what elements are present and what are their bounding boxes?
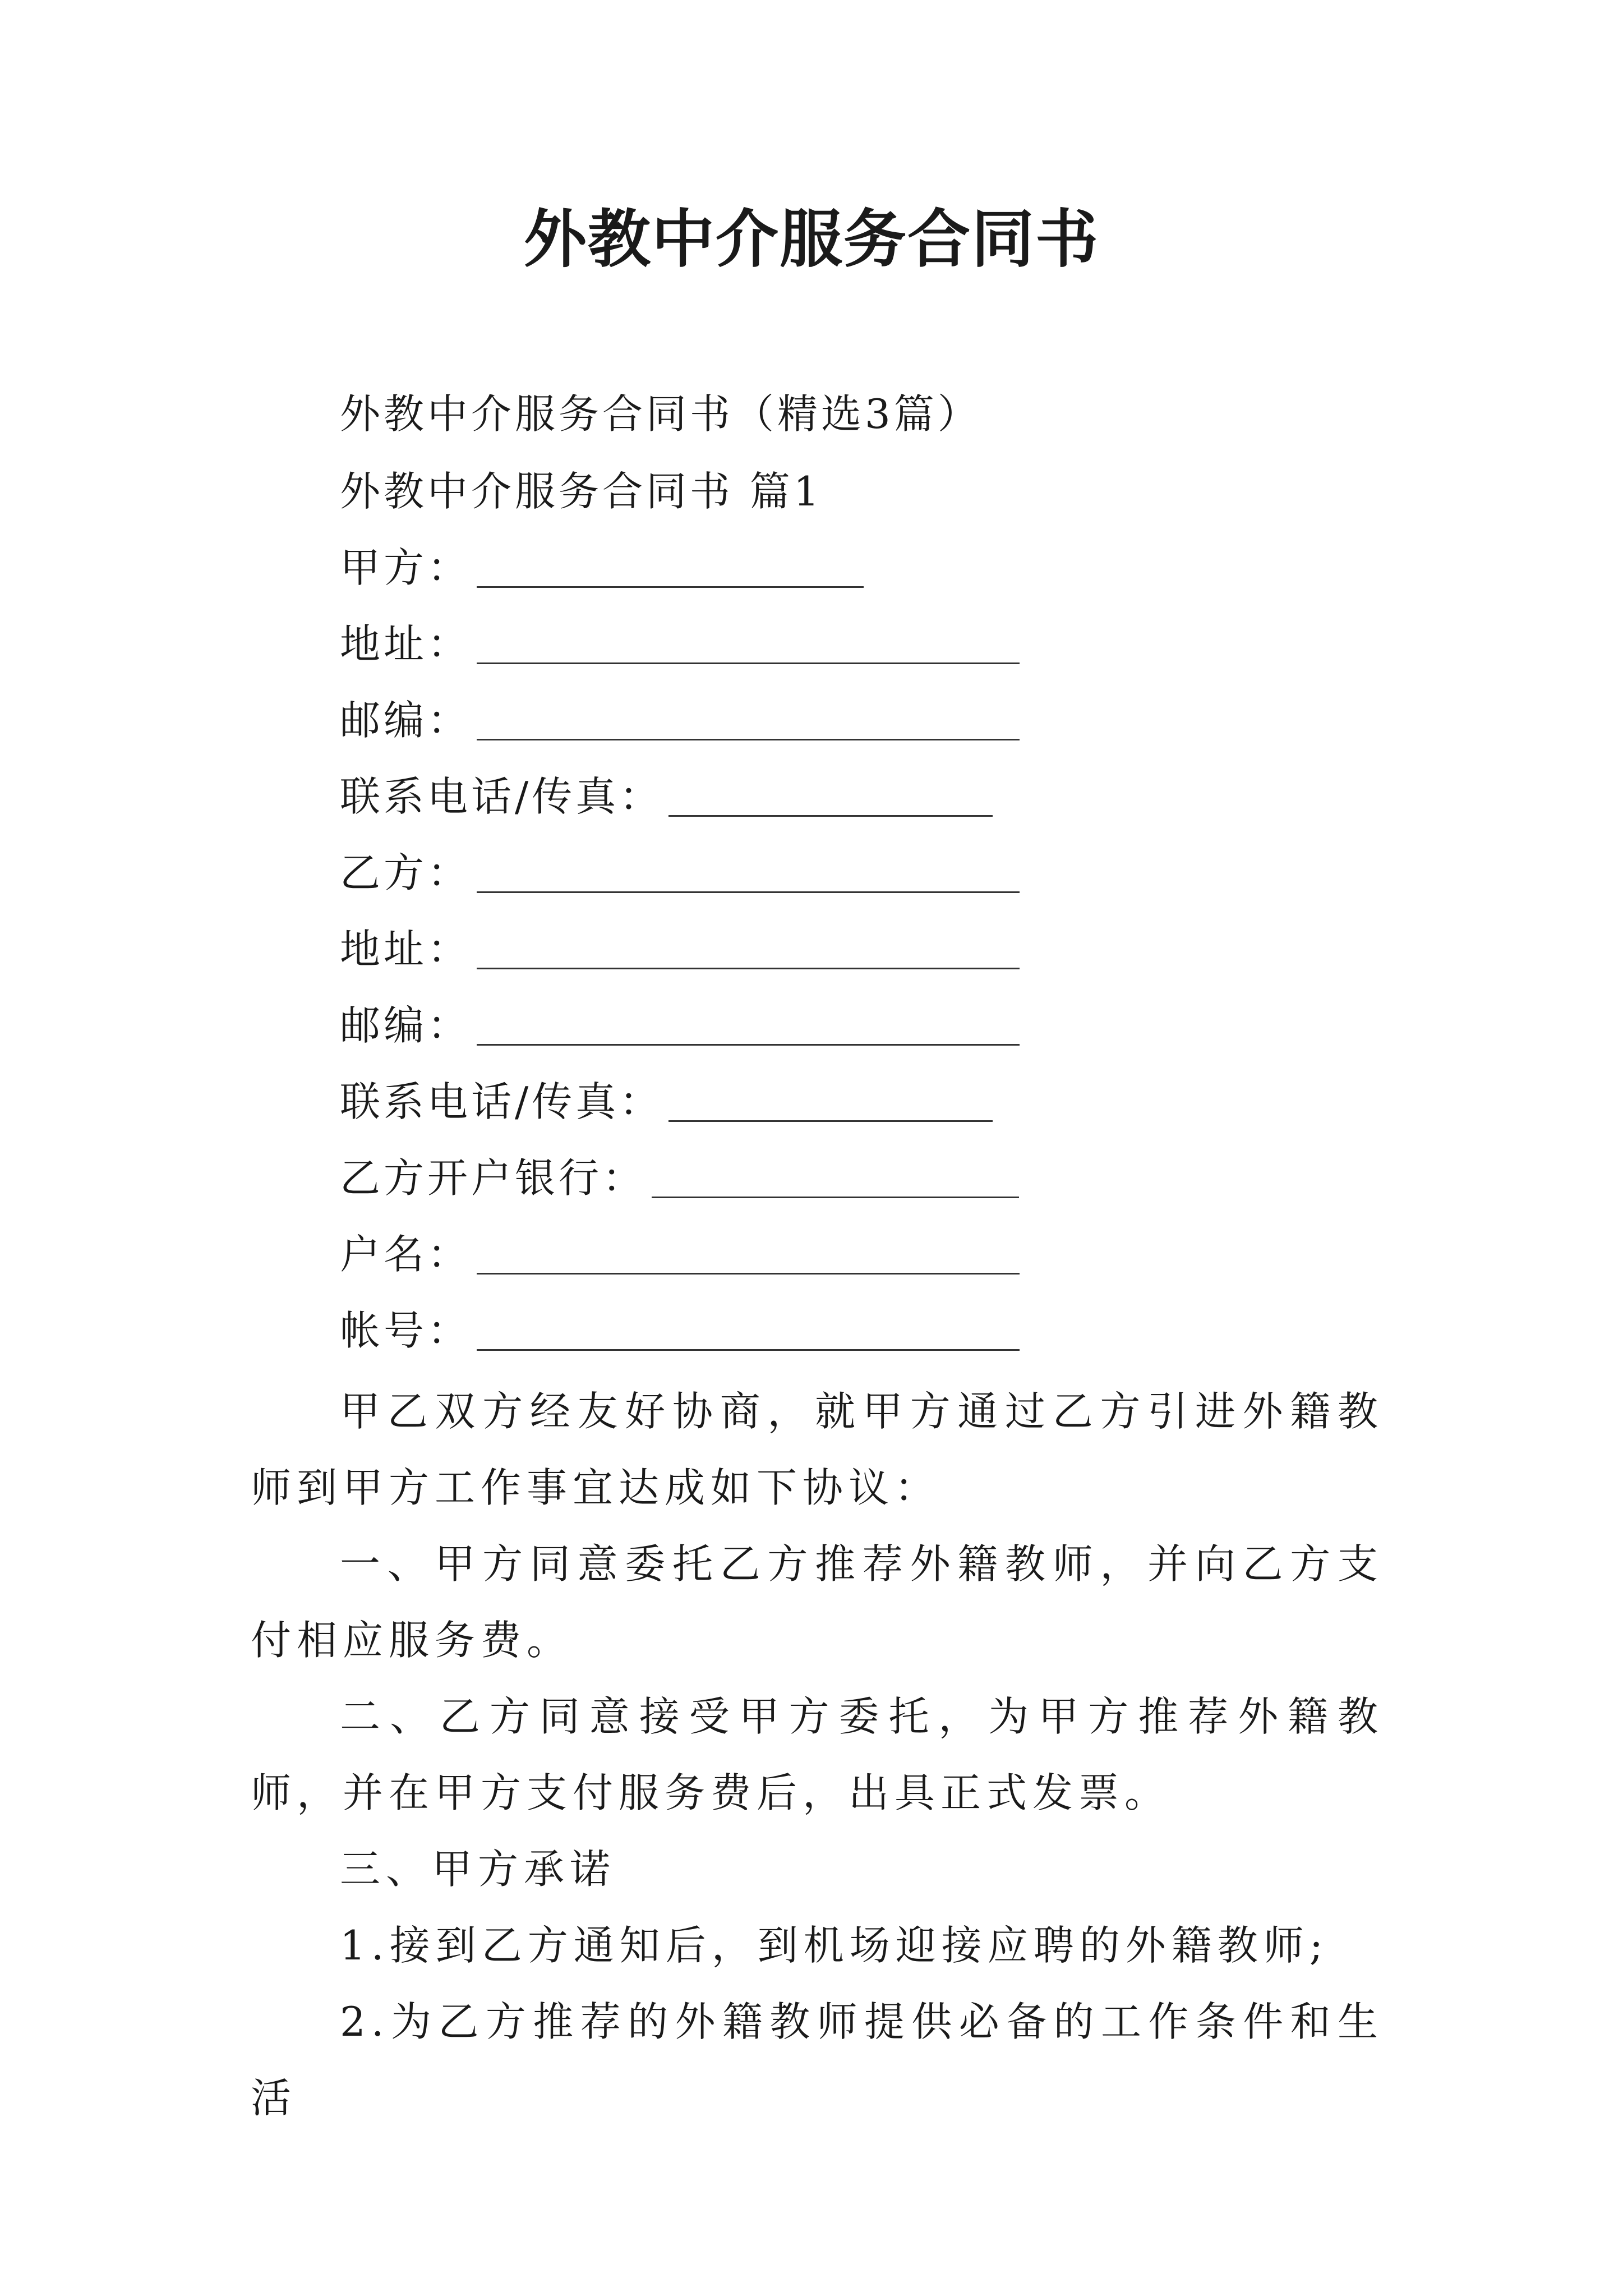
blank-line — [477, 1234, 1020, 1274]
field-label: 邮编： — [340, 697, 472, 744]
field-label: 地址： — [340, 620, 472, 668]
field-label: 联系电话/传真： — [340, 1078, 663, 1125]
document-title: 外教中介服务合同书 — [524, 203, 1099, 276]
party-b-phone-field — [340, 1074, 993, 1130]
party-b-bank-field — [340, 1150, 1019, 1206]
field-label: 户名： — [340, 1231, 472, 1278]
paragraph-intro: 甲乙双方经友好协商，就甲方通过乙方引进外籍教师到甲方工作事宜达成如下协议： — [251, 1388, 1384, 1511]
field-label: 帐号： — [340, 1307, 472, 1354]
field-label: 联系电话/传真： — [340, 773, 663, 820]
party-a-postcode-field — [340, 692, 1020, 748]
paragraph-clause-1: 一、甲方同意委托乙方推荐外籍教师，并向乙方支付相应服务费。 — [251, 1540, 1384, 1664]
blank-line — [477, 700, 1020, 740]
document-subtitle: 外教中介服务合同书（精选3篇） — [340, 390, 981, 438]
blank-line — [668, 1081, 993, 1122]
party-a-field — [340, 540, 864, 596]
party-a-phone-field — [340, 769, 993, 825]
field-label: 甲方： — [340, 544, 472, 591]
paragraph-item-2: 2.为乙方推荐的外籍教师提供必备的工作条件和生活 — [251, 1998, 1384, 2122]
paragraph-clause-3-heading: 三、甲方承诺 — [340, 1846, 616, 1893]
section-heading: 外教中介服务合同书 篇1 — [340, 468, 823, 515]
blank-line — [477, 852, 1020, 893]
blank-line — [477, 623, 1020, 664]
party-b-field — [340, 845, 1020, 901]
party-a-address-field — [340, 616, 1020, 672]
blank-line — [477, 928, 1020, 969]
field-label: 乙方开户银行： — [340, 1154, 647, 1202]
account-name-field — [340, 1226, 1020, 1282]
party-b-postcode-field — [340, 997, 1020, 1053]
paragraph-item-1: 1.接到乙方通知后，到机场迎接应聘的外籍教师; — [340, 1922, 1329, 1969]
field-label: 邮编： — [340, 1002, 472, 1049]
blank-line — [668, 776, 993, 817]
blank-line — [652, 1157, 1019, 1198]
field-label: 乙方： — [340, 849, 472, 896]
blank-line — [477, 1310, 1020, 1351]
party-b-address-field — [340, 921, 1020, 977]
blank-line — [477, 1005, 1020, 1046]
field-label: 地址： — [340, 926, 472, 973]
paragraph-clause-2: 二、乙方同意接受甲方委托，为甲方推荐外籍教师，并在甲方支付服务费后，出具正式发票。 — [251, 1693, 1384, 1816]
account-number-field — [340, 1303, 1020, 1359]
blank-line — [477, 547, 864, 588]
